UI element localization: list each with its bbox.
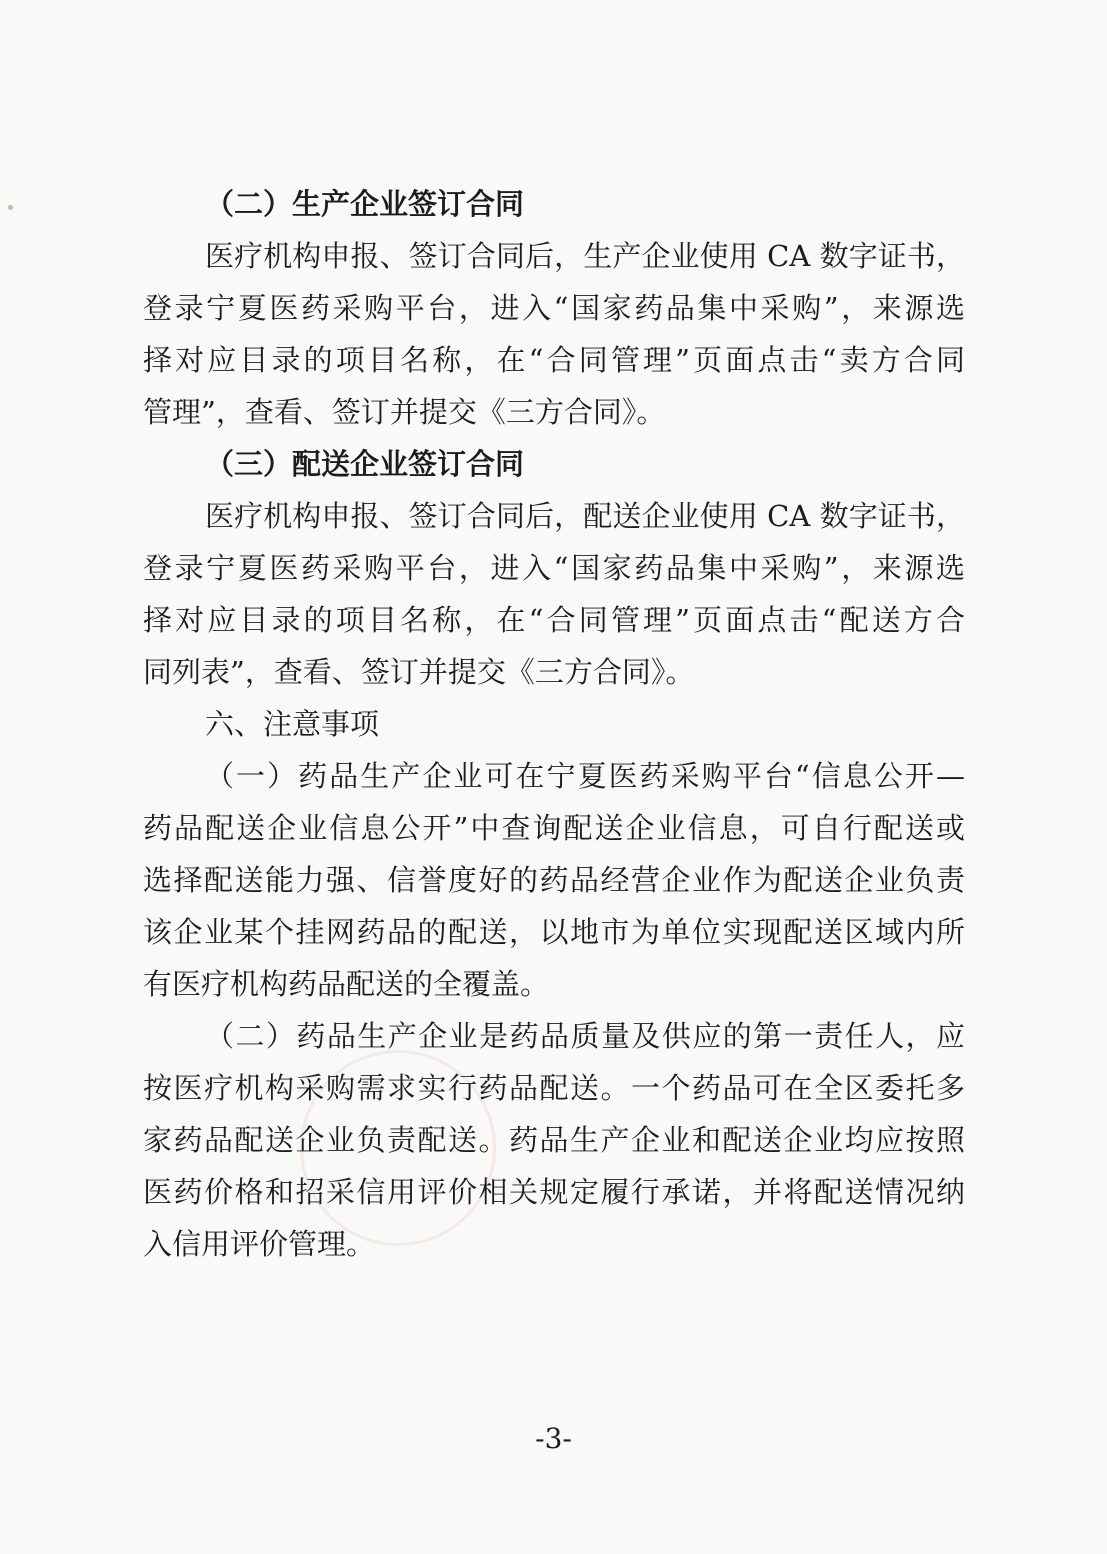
text-line: 医药价格和招采信用评价相关规定履行承诺，并将配送情况纳 — [143, 1175, 965, 1209]
page-number: -3- — [535, 1422, 572, 1455]
text-line: 该企业某个挂网药品的配送，以地市为单位实现配送区域内所 — [143, 915, 965, 949]
text-line: 按医疗机构采购需求实行药品配送。一个药品可在全区委托多 — [143, 1071, 965, 1105]
text-line: 入信用评价管理。 — [143, 1227, 376, 1261]
section-heading: （三）配送企业签订合同 — [205, 447, 525, 481]
text-line: 医疗机构申报、签订合同后，配送企业使用 CA 数字证书， — [205, 499, 965, 533]
text-line: 六、注意事项 — [205, 707, 380, 741]
text-line: 登录宁夏医药采购平台，进入“国家药品集中采购”，来源选 — [143, 291, 965, 325]
text-line: 家药品配送企业负责配送。药品生产企业和配送企业均应按照 — [143, 1123, 965, 1157]
scan-speck — [8, 205, 13, 210]
text-line: 医疗机构申报、签订合同后，生产企业使用 CA 数字证书， — [205, 239, 965, 273]
text-line: 药品配送企业信息公开”中查询配送企业信息，可自行配送或 — [143, 811, 965, 845]
text-line: 选择配送能力强、信誉度好的药品经营企业作为配送企业负责 — [143, 863, 965, 897]
text-line: 有医疗机构药品配送的全覆盖。 — [143, 967, 550, 1001]
text-line: 择对应目录的项目名称，在“合同管理”页面点击“卖方合同 — [143, 343, 965, 377]
text-line: 管理”，查看、签订并提交《三方合同》。 — [143, 395, 666, 429]
text-line: 登录宁夏医药采购平台，进入“国家药品集中采购”，来源选 — [143, 551, 965, 585]
section-heading: （二）生产企业签订合同 — [205, 187, 525, 221]
text-line: 同列表”，查看、签订并提交《三方合同》。 — [143, 655, 695, 689]
text-line: （一）药品生产企业可在宁夏医药采购平台“信息公开— — [205, 759, 965, 793]
document-body — [143, 178, 965, 1270]
text-line: （二）药品生产企业是药品质量及供应的第一责任人，应 — [205, 1019, 965, 1053]
text-line: 择对应目录的项目名称，在“合同管理”页面点击“配送方合 — [143, 603, 965, 637]
